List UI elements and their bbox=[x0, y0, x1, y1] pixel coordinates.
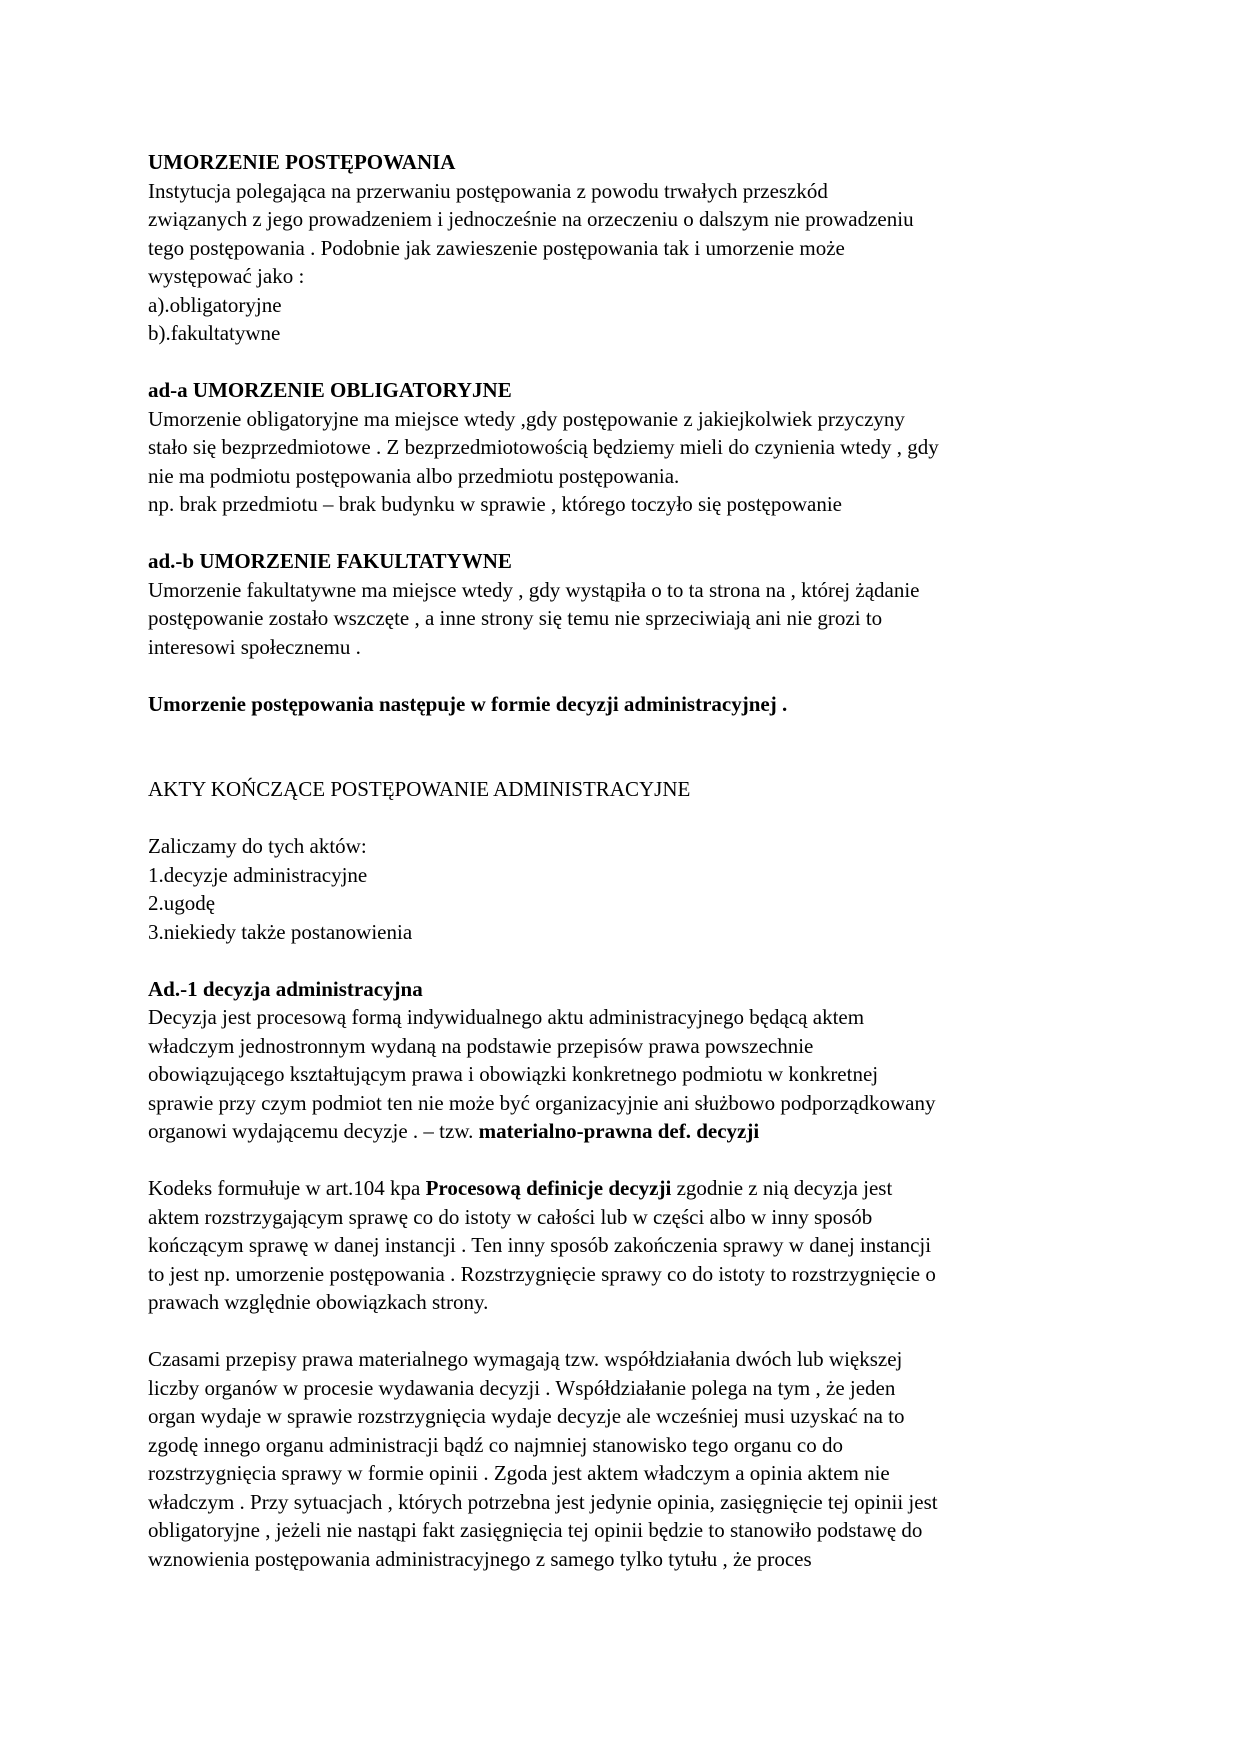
heading-umorzenie-postepowania: UMORZENIE POSTĘPOWANIA bbox=[148, 150, 456, 174]
paragraph-line: prawach względnie obowiązkach strony. bbox=[148, 1290, 489, 1314]
paragraph-line: interesowi społecznemu . bbox=[148, 634, 361, 659]
paragraph-line: liczby organów w procesie wydawania decyzji . Współdziałanie polega na tym , że jeden bbox=[148, 1375, 896, 1400]
section-obligatoryjne bbox=[148, 376, 1108, 519]
paragraph-line: związanych z jego prowadzeniem i jednocześnie na orzeczeniu o dalszym nie prowadzeniu bbox=[148, 207, 914, 231]
paragraph-line-mixed bbox=[148, 1117, 1108, 1146]
list-item: 1.decyzje administracyjne bbox=[148, 862, 368, 887]
paragraph-line: zgodę innego organu administracji bądź co najmniej stanowisko tego organu co do bbox=[148, 1432, 843, 1457]
paragraph-line: władczym jednostronnym wydaną na podstawie przepisów prawa powszechnie bbox=[148, 1033, 814, 1058]
paragraph-line: aktem rozstrzygającym sprawę co do istoty w całości lub w części albo w inny sposób bbox=[148, 1204, 873, 1229]
paragraph-line: kończącym sprawę w danej instancji . Ten inny sposób zakończenia sprawy w danej instancji bbox=[148, 1233, 932, 1257]
section-umorzenie bbox=[148, 148, 1108, 348]
paragraph-line: np. brak przedmiotu – brak budynku w sprawie , którego toczyło się postępowanie bbox=[148, 492, 842, 516]
list-item: 2.ugodę bbox=[148, 891, 216, 915]
heading-umorzenie-obligatoryjne: ad-a UMORZENIE OBLIGATORYJNE bbox=[148, 378, 512, 402]
paragraph-line: tego postępowania . Podobnie jak zawieszenie postępowania tak i umorzenie może bbox=[148, 235, 845, 260]
paragraph-line: nie ma podmiotu postępowania albo przedmiotu postępowania. bbox=[148, 463, 680, 488]
bold-note: Umorzenie postępowania następuje w formie decyzji administracyjnej . bbox=[148, 691, 788, 716]
paragraph-line: obowiązującego kształtującym prawa i obowiązki konkretnego podmiotu w konkretnej bbox=[148, 1062, 879, 1086]
text-suffix: zgodnie z nią decyzja jest bbox=[671, 1176, 893, 1200]
text-prefix: organowi wydającemu decyzje . – tzw. bbox=[148, 1119, 479, 1143]
heading-akty-konczace bbox=[148, 775, 1108, 804]
section-fakultatywne bbox=[148, 547, 1108, 718]
text-prefix: Kodeks formułuje w art.104 kpa bbox=[148, 1176, 426, 1200]
heading-text: AKTY KOŃCZĄCE POSTĘPOWANIE ADMINISTRACYJNE bbox=[148, 777, 691, 801]
section-decyzja-administracyjna bbox=[148, 975, 1108, 1146]
list-item: 3.niekiedy także postanowienia bbox=[148, 919, 413, 944]
paragraph-line: rozstrzygnięcia sprawy w formie opinii . Zgoda jest aktem władczym a opinia aktem nie bbox=[148, 1461, 890, 1485]
paragraph-line: Czasami przepisy prawa materialnego wymagają tzw. współdziałania dwóch lub większej bbox=[148, 1347, 903, 1371]
paragraph-line: wznowienia postępowania administracyjnego z samego tylko tytułu , że proces bbox=[148, 1546, 812, 1571]
section-kodeks-definicja bbox=[148, 1174, 1108, 1317]
paragraph-line: postępowanie zostało wszczęte , a inne strony się temu nie sprzeciwiają ani nie grozi to bbox=[148, 606, 883, 630]
heading-decyzja-administracyjna: Ad.-1 decyzja administracyjna bbox=[148, 976, 423, 1001]
document-page bbox=[148, 148, 1108, 1573]
paragraph-line: władczym . Przy sytuacjach , których potrzebna jest jedynie opinia, zasięgnięcie tej opinii jest bbox=[148, 1489, 938, 1514]
intro-line: Zaliczamy do tych aktów: bbox=[148, 834, 367, 858]
paragraph-line: Instytucja polegająca na przerwaniu postępowania z powodu trwałych przeszkód bbox=[148, 178, 828, 203]
paragraph-line: Decyzja jest procesową formą indywidualnego aktu administracyjnego będącą aktem bbox=[148, 1005, 865, 1029]
section-akty-konczace bbox=[148, 775, 1108, 946]
paragraph-line: Umorzenie obligatoryjne ma miejsce wtedy ,gdy postępowanie z jakiejkolwiek przyczyny bbox=[148, 406, 905, 431]
paragraph-line: obligatoryjne , jeżeli nie nastąpi fakt zasięgnięcia tej opinii będzie to stanowiło podstawę do bbox=[148, 1518, 923, 1542]
paragraph-line: organ wydaje w sprawie rozstrzygnięcia wydaje decyzje ale wcześniej musi uzyskać na to bbox=[148, 1404, 905, 1428]
paragraph-line: występować jako : bbox=[148, 264, 305, 288]
bold-term: materialno-prawna def. decyzji bbox=[478, 1119, 760, 1143]
section-wspoldzialanie bbox=[148, 1345, 1108, 1573]
paragraph-line: to jest np. umorzenie postępowania . Rozstrzygnięcie sprawy co do istoty to rozstrzygnięcie o bbox=[148, 1261, 936, 1286]
bold-term: Procesową definicje decyzji bbox=[425, 1176, 672, 1200]
paragraph-line: sprawie przy czym podmiot ten nie może być organizacyjnie ani służbowo podporządkowany bbox=[148, 1090, 936, 1115]
list-item: a).obligatoryjne bbox=[148, 292, 282, 317]
paragraph-line-mixed bbox=[148, 1174, 1108, 1203]
list-item: b).fakultatywne bbox=[148, 321, 281, 345]
heading-umorzenie-fakultatywne: ad.-b UMORZENIE FAKULTATYWNE bbox=[148, 549, 512, 573]
paragraph-line: Umorzenie fakultatywne ma miejsce wtedy , gdy wystąpiła o to ta strona na , której żądanie bbox=[148, 577, 920, 602]
paragraph-line: stało się bezprzedmiotowe . Z bezprzedmiotowością będziemy mieli do czynienia wtedy , gdy bbox=[148, 435, 939, 459]
